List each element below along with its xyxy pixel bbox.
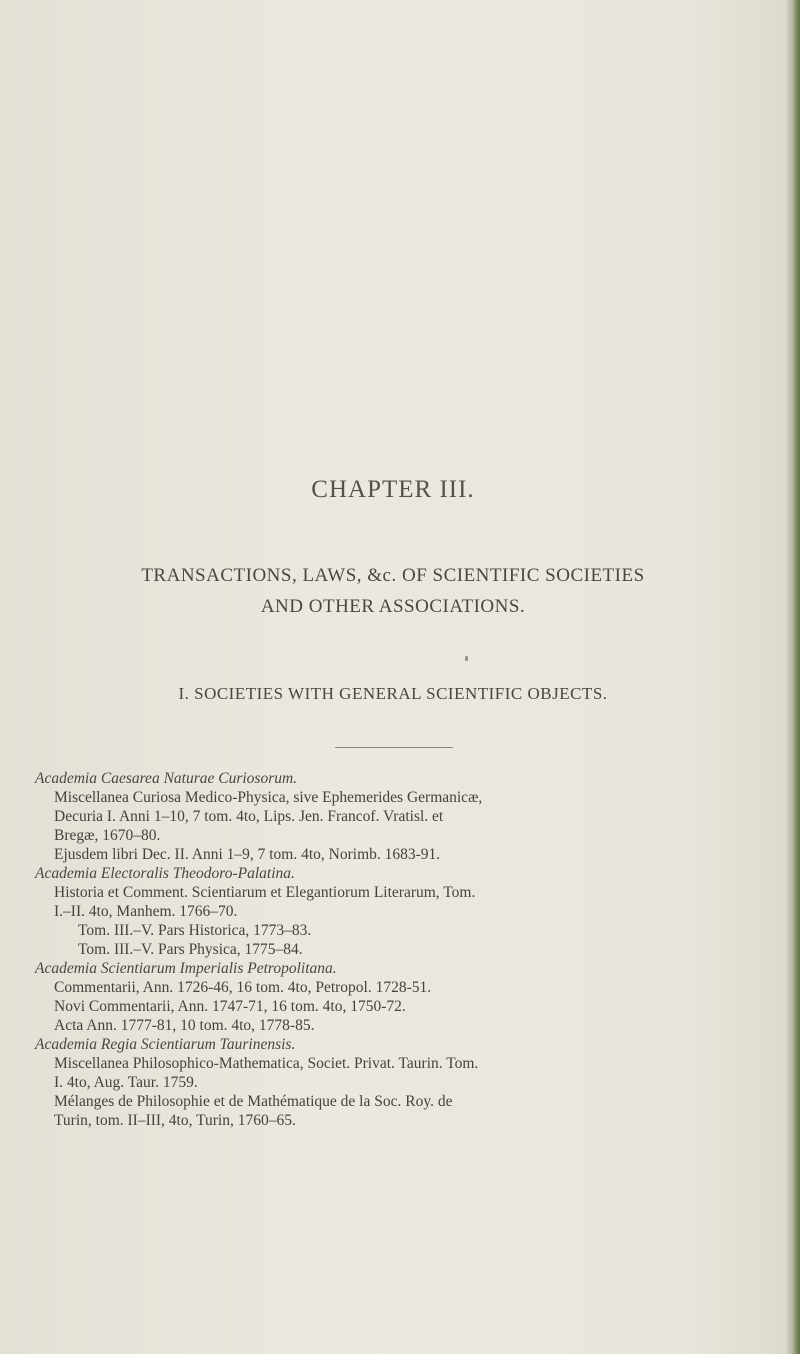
society-heading: Academia Scientiarum Imperialis Petropolitana. <box>35 960 337 977</box>
entry-line: Commentarii, Ann. 1726-46, 16 tom. 4to, Petropol. 1728-51. <box>54 979 432 996</box>
section-title-line-1: TRANSACTIONS, LAWS, &c. OF SCIENTIFIC SOCIETIES <box>141 565 645 586</box>
entry-line: Historia et Comment. Scientiarum et Elegantiorum Literarum, Tom. <box>54 884 476 901</box>
page-binding-edge <box>786 0 800 1354</box>
ink-speck <box>465 656 468 661</box>
entry-line: I. 4to, Aug. Taur. 1759. <box>54 1074 198 1091</box>
entry-line: Turin, tom. II–III, 4to, Turin, 1760–65. <box>54 1112 296 1129</box>
society-heading: Academia Caesarea Naturae Curiosorum. <box>35 770 298 787</box>
entry-line: I.–II. 4to, Manhem. 1766–70. <box>54 903 238 920</box>
entry-line: Tom. III.–V. Pars Historica, 1773–83. <box>78 922 312 939</box>
entry-line: Bregæ, 1670–80. <box>54 827 161 844</box>
entry-line: Mélanges de Philosophie et de Mathématique de la Soc. Roy. de <box>54 1093 453 1110</box>
entry-line: Miscellanea Curiosa Medico-Physica, sive Ephemerides Germanicæ, <box>54 789 483 806</box>
entry-line: Decuria I. Anni 1–10, 7 tom. 4to, Lips. Jen. Francof. Vratisl. et <box>54 808 444 825</box>
entry-line: Ejusdem libri Dec. II. Anni 1–9, 7 tom. 4to, Norimb. 1683-91. <box>54 846 441 863</box>
society-heading: Academia Regia Scientiarum Taurinensis. <box>35 1036 296 1053</box>
entry-line: Acta Ann. 1777-81, 10 tom. 4to, 1778-85. <box>54 1017 315 1034</box>
section-title-line-2: AND OTHER ASSOCIATIONS. <box>260 596 526 617</box>
entry-line: Miscellanea Philosophico-Mathematica, Societ. Privat. Taurin. Tom. <box>54 1055 479 1072</box>
society-heading: Academia Electoralis Theodoro-Palatina. <box>35 865 295 882</box>
entry-line: Novi Commentarii, Ann. 1747-71, 16 tom. 4to, 1750-72. <box>54 998 406 1015</box>
section-divider-rule <box>335 747 453 748</box>
subsection-heading: I. SOCIETIES WITH GENERAL SCIENTIFIC OBJECTS. <box>178 684 608 703</box>
chapter-heading: CHAPTER III. <box>311 476 475 503</box>
entry-line: Tom. III.–V. Pars Physica, 1775–84. <box>78 941 303 958</box>
